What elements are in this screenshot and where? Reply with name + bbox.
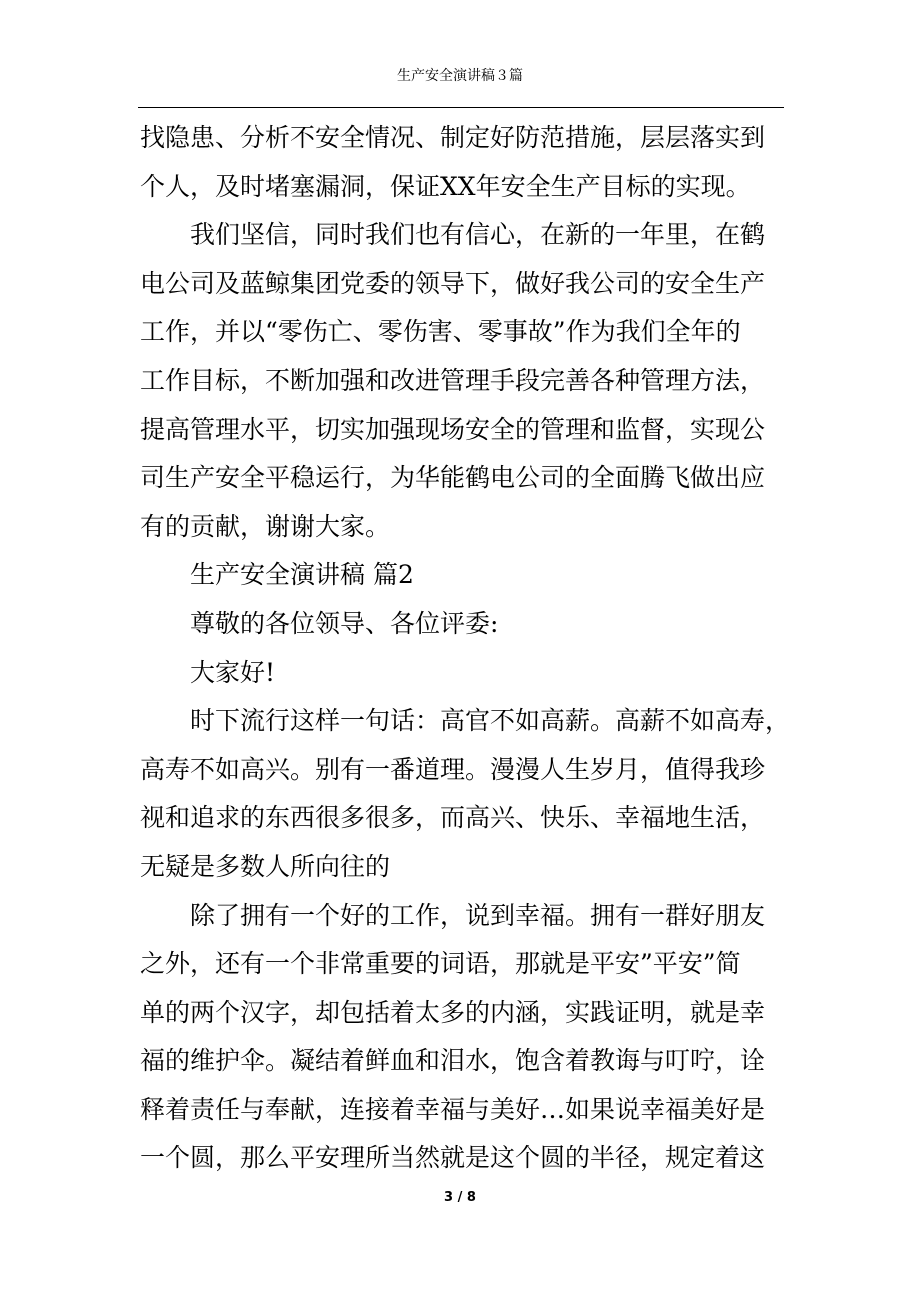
text-line: 一个圆，那么平安理所当然就是这个圆的半径，规定着这 (140, 1143, 766, 1173)
greeting: 大家好! (190, 657, 276, 687)
text-line: 工作，并以“零伤亡、零伤害、零事故”作为我们全年的 (140, 317, 741, 347)
text-line: 除了拥有一个好的工作，说到幸福。拥有一群好朋友 (190, 900, 766, 930)
text-line: 提高管理水平，切实加强现场安全的管理和监督，实现公 (140, 414, 766, 444)
page-footer (0, 1190, 920, 1205)
page-number: 3 / 8 (444, 1190, 476, 1205)
text-line: 无疑是多数人所向往的 (140, 851, 391, 881)
text-line: 视和追求的东西很多很多，而高兴、快乐、幸福地生活， (140, 803, 766, 833)
text-line: 之外，还有一个非常重要的词语，那就是平安”平安”简 (140, 949, 741, 979)
text-line: 电公司及蓝鲸集团党委的领导下，做好我公司的安全生产 (140, 268, 766, 298)
page-header (0, 66, 920, 86)
text-line: 释着责任与奉献，连接着幸福与美好…如果说幸福美好是 (140, 1094, 766, 1124)
header-divider (138, 107, 784, 108)
salutation: 尊敬的各位领导、各位评委: (190, 608, 499, 638)
text-line: 单的两个汉字，却包括着太多的内涵，实践证明，就是幸 (140, 997, 766, 1027)
text-line: 时下流行这样一句话：高官不如高薪。高薪不如高寿， (190, 706, 791, 736)
text-line: 工作目标，不断加强和改进管理手段完善各种管理方法， (140, 365, 766, 395)
section-heading: 生产安全演讲稿 篇2 (190, 560, 414, 590)
text-line: 司生产安全平稳运行，为华能鹤电公司的全面腾飞做出应 (140, 463, 766, 493)
document-title: 生产安全演讲稿３篇 (397, 68, 523, 84)
text-line: 我们坚信，同时我们也有信心，在新的一年里，在鹤 (190, 220, 766, 250)
text-line: 有的贡献，谢谢大家。 (140, 511, 391, 541)
text-line: 个人，及时堵塞漏洞，保证XX年安全生产目标的实现。 (140, 171, 751, 201)
text-line: 找隐患、分析不安全情况、制定好防范措施，层层落实到 (140, 123, 766, 152)
text-line: 福的维护伞。凝结着鲜血和泪水，饱含着教诲与叮咛，诠 (140, 1046, 766, 1076)
document-body (140, 114, 791, 1183)
text-line: 高寿不如高兴。别有一番道理。漫漫人生岁月，值得我珍 (140, 754, 766, 784)
